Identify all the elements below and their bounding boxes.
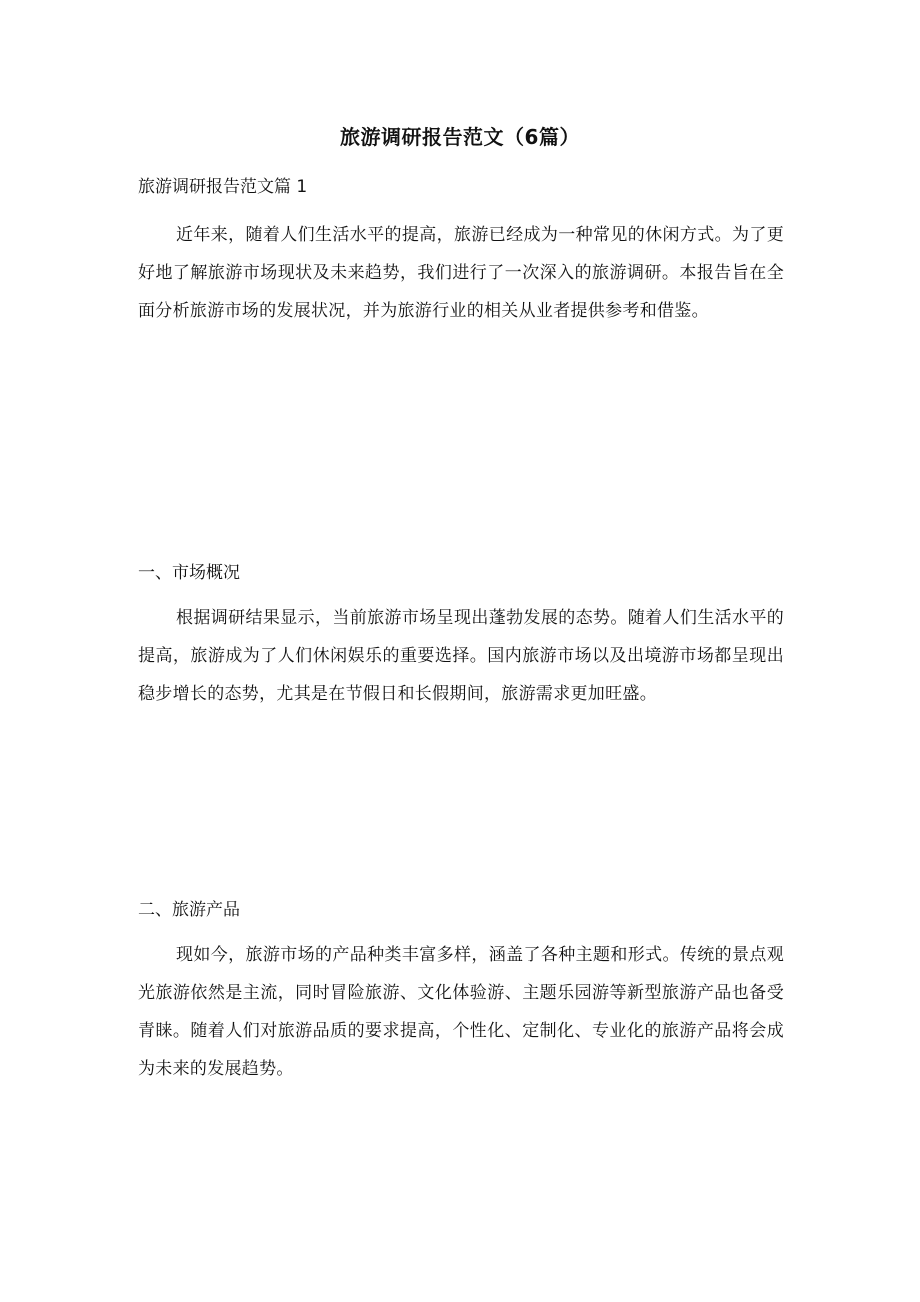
section-heading-market-overview: 一、市场概况 — [138, 563, 240, 583]
intro-paragraph: 近年来，随着人们生活水平的提高，旅游已经成为一种常见的休闲方式。为了更好地了解旅游市场现状及未来趋势，我们进行了一次深入的旅游调研。本报告旨在全面分析旅游市场的发展状况，并为旅游行业的相关从业者提供参考和借鉴。 — [138, 225, 784, 321]
section-paragraph-travel-products: 现如今，旅游市场的产品种类丰富多样，涵盖了各种主题和形式。传统的景点观光旅游依然是主流，同时冒险旅游、文化体验游、主题乐园游等新型旅游产品也备受青睐。随着人们对旅游品质的要求提高，个性化、定制化、专业化的旅游产品将会成为未来的发展趋势。 — [138, 945, 784, 1079]
section-heading-travel-products: 二、旅游产品 — [138, 900, 240, 920]
document-subtitle: 旅游调研报告范文篇 1 — [138, 177, 308, 197]
document-title: 旅游调研报告范文（6篇） — [340, 125, 580, 149]
section-paragraph-market-overview: 根据调研结果显示，当前旅游市场呈现出蓬勃发展的态势。随着人们生活水平的提高，旅游成为了人们休闲娱乐的重要选择。国内旅游市场以及出境游市场都呈现出稳步增长的态势，尤其是在节假日和长假期间，旅游需求更加旺盛。 — [138, 608, 784, 704]
